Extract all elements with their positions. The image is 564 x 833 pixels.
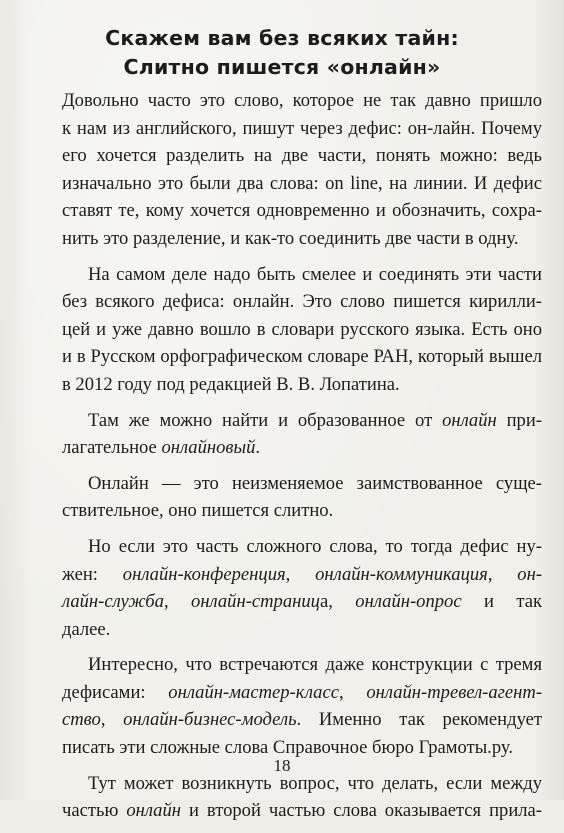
paragraph-5 — [62, 533, 542, 643]
text-line — [62, 561, 542, 589]
italic-term: онлайн-бизнес-модель — [123, 709, 297, 731]
text-run: лагательное — [62, 437, 162, 459]
text-run: , — [338, 681, 367, 703]
text-line: Но если это часть сложного слова, то тогда дефис ну- — [88, 535, 542, 557]
text-run: , — [100, 709, 124, 731]
text-line: в 2012 году под редакцией В. В. Лопатина. — [62, 373, 400, 395]
text-line: Интересно, что встречаются даже конструкции с тремя — [88, 654, 542, 676]
paragraph-6 — [62, 651, 542, 761]
text-run: дефисами: — [62, 681, 169, 703]
text-line: нить это разделение, и как-то соединить две части в одну. — [62, 227, 519, 249]
text-line: к нам из английского, пишут через дефис: он-лайн. Почему — [62, 117, 542, 139]
text-line — [62, 434, 542, 462]
italic-term: он- — [517, 563, 543, 585]
text-run: , — [163, 591, 192, 613]
italic-term: онлайн-тревел-агент- — [366, 681, 543, 703]
italic-term: онлайн — [126, 800, 182, 822]
text-run: жен: — [62, 563, 123, 585]
text-line — [62, 797, 542, 825]
text-line: Онлайн — это неизменяемое заимствованное суще- — [88, 472, 542, 494]
paragraph-3 — [62, 407, 542, 462]
italic-term: онлайн — [442, 409, 497, 431]
text-line: ствительное, оно пишется слитно. — [62, 500, 334, 522]
italic-term: онлайновый — [161, 437, 256, 459]
text-run: и второй частью слова оказывается прила- — [181, 800, 542, 822]
text-line — [62, 588, 542, 616]
text-run: . — [255, 437, 261, 459]
text-line: На самом деле надо быть смелее и соединять эти части — [88, 263, 542, 285]
heading-line-1: Скажем вам без всяких тайн: — [105, 26, 459, 50]
italic-term: онлайн-коммуникация — [315, 563, 488, 585]
text-run: , — [285, 563, 316, 585]
paragraph-7 — [62, 770, 542, 825]
paragraph-4 — [62, 470, 542, 525]
paragraph-2 — [62, 261, 542, 399]
text-run: , — [487, 563, 518, 585]
text-run: частью — [62, 800, 127, 822]
text-line: далее. — [62, 618, 111, 640]
text-line — [62, 706, 542, 734]
text-line: изначально это были два слова: on line, на линии. И дефис — [62, 172, 542, 194]
italic-term: лайн-служба — [62, 591, 164, 613]
text-run: . Именно так рекомендует — [296, 709, 543, 731]
text-line: без всякого дефиса: онлайн. Это слово пишется кирилли- — [62, 291, 542, 313]
text-line: его хочется разделить на две части, понять можно: ведь — [62, 145, 542, 167]
text-line: цей и уже давно вошло в словари русского языка. Есть оно — [62, 318, 542, 340]
text-line: ставят те, кому хочется одновременно и обозначить, сохра- — [62, 200, 542, 222]
section-heading — [40, 24, 524, 82]
text-line: Тут может возникнуть вопрос, что делать, если между — [88, 772, 542, 794]
text-line: писать эти сложные слова Справочное бюро Грамоты.ру. — [62, 737, 513, 759]
paragraph-1 — [62, 87, 542, 253]
italic-term: онлайн-мастер-класс — [168, 681, 339, 703]
italic-term: онлайн-опрос — [355, 591, 462, 613]
text-line — [62, 407, 542, 435]
italic-term: онлайн-страниц — [191, 591, 320, 613]
text-line: Довольно часто это слово, которое не так давно пришло — [62, 90, 542, 111]
text-run: и так — [461, 591, 543, 613]
italic-term: ство — [62, 709, 101, 731]
page-number: 18 — [273, 756, 291, 775]
italic-term: онлайн-конференция — [122, 563, 286, 585]
text-run: Там же можно найти и образованное от — [88, 409, 443, 431]
body-text — [62, 87, 542, 833]
heading-line-2: Слитно пишется «онлайн» — [123, 55, 441, 79]
text-line: и в Русском орфографическом словаре РАН, который вышел — [62, 346, 542, 368]
text-line — [62, 679, 542, 707]
text-run: при- — [496, 409, 542, 431]
text-run: а, — [319, 591, 356, 613]
